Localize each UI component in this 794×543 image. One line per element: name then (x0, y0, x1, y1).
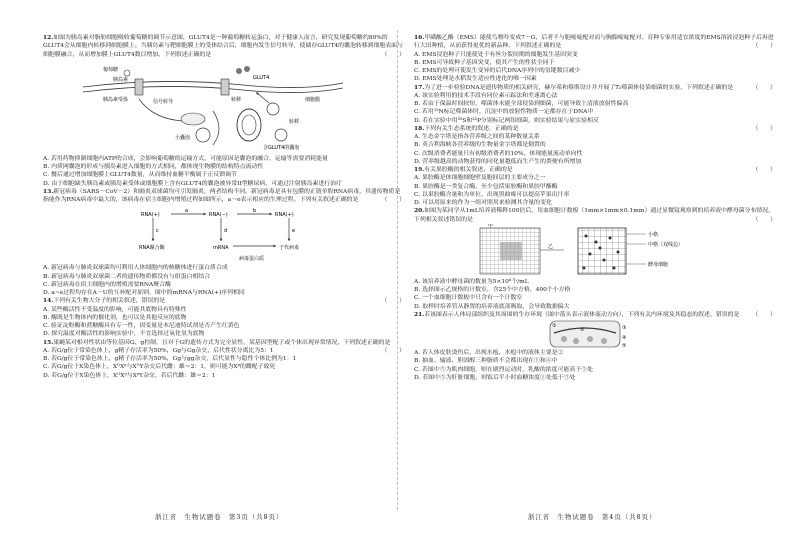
answer-paren: （ ） (752, 167, 776, 173)
option-a: A. 该培养液中酵母菌的数量为5×10⁸个/mL (414, 278, 529, 285)
question-number: 16. (414, 34, 425, 41)
answer-paren: （ ） (381, 51, 405, 58)
option-c: C. 若G/g位于X染色体上，XᴳXᵍ与XᴳY杂交后代雌：雄＝2：1，则可能为Xᵍ的雌配子致死 (43, 364, 276, 371)
fig-label: 病毒蛋白质 (239, 256, 265, 263)
left-column (43, 34, 405, 380)
fig-label: 含GLUT4的囊泡 (263, 144, 300, 151)
fig-label: c (156, 228, 159, 235)
option-b: B. 新冠病毒与肺炎双球菌二者的遗传物质都没有与组蛋白相结合 (43, 273, 211, 280)
fig-label: 细胞膜 (305, 96, 321, 103)
question-19 (414, 166, 776, 174)
option-a: A. 果胶酶是体细胞细胞壁及胞间层的主要成分之一 (414, 175, 546, 182)
answer-paren: （ ） (381, 347, 405, 354)
question-13 (43, 188, 405, 205)
fig-label: 酵母细胞 (648, 261, 669, 268)
right-column (414, 34, 776, 382)
answer-paren: （ ） (752, 84, 776, 91)
question-14 (43, 297, 405, 305)
question-stem: 为了进一步检验DNA是遗传物质的相关研究，赫尔希和蔡斯设计并开展了T₂噬菌体侵染细菌的实验，下列叙述正确的是 (424, 84, 734, 91)
option-c: C. 以果胶酶含量和为单位，出现黑曲霉可以提高苹果出汁率 (414, 191, 570, 198)
fig-label: 胰岛素 (113, 76, 129, 83)
fig-label: 信号转导 (153, 98, 174, 105)
option-b: B. 酶既是生物体内的催化剂，也可以是其他反应的底物 (43, 314, 187, 321)
fig-label: ③ (622, 325, 627, 331)
answer-paren: （ ） (752, 311, 776, 318)
fig-label: 子代病毒 (279, 245, 300, 252)
question-number: 12. (43, 34, 54, 41)
page-footer-left: 浙江省 生物试题卷 第3页（共8页） (155, 513, 284, 521)
option-c: C. 验证淀粉酶和蔗糖酶具有专一性，因变量是本尼迪特试剂是否产生红黄色 (43, 323, 240, 329)
question-stem: 下列有关生态系统的叙述，正确的是 (424, 125, 519, 132)
fig-label: 胰岛素受体 (103, 96, 129, 103)
question-stem: 下列有关生物大分子的相关叙述，错误的是 (53, 298, 166, 305)
option-c: C. 若用¹⁵N标记噬菌体时，沉淀中的放射性物质一定都存在于DNA中 (414, 109, 594, 116)
question-21 (414, 311, 776, 319)
question-number: 14. (43, 297, 54, 305)
fig-label: ④ (622, 335, 627, 341)
option-a: A. 若人体皮肤烫伤后，出现水疱，水疱中的液体主要是② (414, 350, 564, 356)
question-20 (414, 207, 776, 224)
option-d: D. 探究温度对酶活性的影响实验中，不宜选择过氧化氢为底物 (43, 331, 205, 338)
fig-label: d (224, 228, 228, 235)
option-c: C. 若图中⑤为肌肉细胞，则在剧烈运动时，乳酸的浓度可能高于⑤处 (414, 366, 593, 373)
fig-label: ② (580, 327, 585, 333)
answer-paren: （ ） (381, 197, 405, 203)
answer-paren: （ ） (381, 298, 405, 305)
question-number: 13. (43, 187, 54, 195)
fig-label: 小格 (648, 231, 659, 238)
option-d: D. 若G/g位于X染色体上，XᴳXᵍ与XᵍY杂交，若后代雌：雄＝2：1 (43, 372, 216, 379)
option-b: B. 抽血、输液、胆固醇三种脂质不会都出现在①和④中 (414, 358, 558, 365)
option-a: A. 若G/g位于常染色体上，g精子存活率为50%，Gg与Gg杂交，后代性状分离比为5：1 (43, 347, 274, 354)
question-stem: 甲磺酸乙酯（EMS）能使鸟嘌呤变成7－G，后者不与胞嘧啶配对而与胸腺嘧啶配对。育种专家用适宜浓度的EMS溶液浸泡种子后再进行大田种植，从而获得更优的新品种。下列叙述正确的是 (414, 35, 774, 50)
option-b: B. 若由于保温时间较短，噬菌体未能全部侵染到细菌，可能导致上清液放射性偏高 (414, 101, 629, 107)
option-d: D. 由于细胞缺失胰岛素或胰岛素受体或细胞膜上含有GLUT4的囊泡被异常II型糖尿病，可通过注射胰岛素进行治疗 (43, 180, 342, 187)
question-stem: 如图为某同学从1mL培养液稀释100倍后，用血细胞计数板（1mm×1mm×0.1mm）通过显微镜观察到的培养液中酵母菌分布情况，下列相关叙述错误的是 (414, 208, 775, 223)
question-12 (43, 34, 405, 59)
hemocytometer-figure (414, 224, 776, 278)
option-c: C. EMS的处理可使发生变异的后代DNA序列中的氢键数目减少 (414, 68, 581, 74)
insulin-glut4-figure (43, 59, 405, 155)
fig-label: a (185, 208, 189, 215)
answer-paren: （ ） (752, 43, 776, 50)
option-b: B. 英吉利海峡各营养级的生物量金字塔都是倒置的 (414, 142, 546, 149)
option-b: B. 若G/g位于常染色体上，g精子存活率为50%，Gg与gg杂交，后代显性与隐性个体比例为1：1 (43, 356, 297, 362)
question-stem: 新冠病毒（SARS－CoV－2）和肺炎双球菌均可引发肺炎，两者结构不同。新冠病毒是具有包膜的正链单股RNA病毒，其遗传物质是指能作为RNA病毒中最大的，该病毒在宿主细胞内增殖过程如图所示，a～e表示相应的生理过程。下列有关叙述正确的是 (43, 188, 401, 203)
question-stem: 果蝇某对相对性状由等位基因G、g控制，且对于G的遗传方式为完全显性，某基因型配子或个体出现异常情况，下列叙述正确的是 (53, 339, 391, 346)
question-number: 17. (414, 83, 425, 91)
fig-label: RNA(+) (275, 212, 294, 219)
option-c: C. 新冠病毒在宿主细胞内的增殖需要RNA聚合酶 (43, 281, 171, 288)
question-stem: 有关果胶酶的相关叙述，正确的是 (424, 167, 513, 173)
fig-label: e (292, 228, 296, 235)
question-18 (414, 125, 776, 133)
fig-label: ⑤ (622, 343, 627, 349)
fig-label: ① (552, 323, 557, 329)
option-d: D. 可以用原来的作为一组对照用来检测其含量的变化 (414, 200, 552, 206)
virus-replication-figure (43, 204, 405, 264)
answer-paren: （ ） (752, 216, 776, 223)
fig-label: 甲 (488, 223, 494, 229)
option-a: A. 某些酶活性不受温度的影响，可能其底物具有特殊性 (43, 306, 187, 313)
fig-label: 中格（双线边） (648, 241, 684, 248)
fig-label: RNA(+) (141, 212, 160, 219)
page-footer-right: 浙江省 生物试题卷 第4页（共8页） (528, 513, 657, 521)
option-b: B. 果胶酶是一类复合酶，至少包括果胶酶和果胶甲酯酶 (414, 183, 558, 190)
question-17 (414, 84, 776, 92)
option-a: A. EMS浸泡种子只能使处于有丝分裂间期的细胞发生基因突变 (414, 51, 578, 58)
answer-paren: （ ） (752, 125, 776, 132)
option-c: C. 餐后通过增加细胞膜上GLUT4数量，从而维持血糖平衡属于正反馈调节 (43, 172, 237, 179)
question-number: 20. (414, 207, 425, 215)
option-a: A. 该实验利用的技术手段有同位素示踪法和差速离心法 (414, 92, 558, 99)
fig-label: RNA聚合酶 (139, 245, 165, 252)
fig-label: 小囊泡 (175, 134, 191, 141)
fig-label: 葡萄糖 (103, 66, 119, 73)
tissue-environment-figure (414, 319, 776, 349)
option-d: D. 若图中⑤为肝脏细胞，则饭后半小时血糖浓度①处低于⑤处 (414, 374, 576, 381)
option-b: B. 内质网囊泡的形成与胰岛素进入细胞的方式相同，都体现生物膜的结构特点流动性 (43, 164, 264, 170)
option-d: D. 取样时培养管从静置的培养液底部吸取，会导致数据偏大 (414, 303, 570, 310)
fig-label: 转移 (289, 118, 300, 125)
fig-label: mRNA (213, 245, 229, 252)
option-a: A. 生态金字塔是指各营养级之间的某种数量关系 (414, 134, 540, 140)
question-stem: 如图为胰岛素对脂肪细胞吸收葡萄糖的调节示意图，GLUT4是一种葡萄糖转运蛋白，对于健康人而言，研究发现葡萄糖约80%的GLUT4会从细胞内转移到细胞膜上。当胰岛素与靶细胞膜上的受体结合后，细胞内发生信号转导，使储存GLUT4的囊泡转移到细胞表面与细胞膜融合，从而增加膜上GLUT4数目增加。下列叙述正确的是 (43, 35, 403, 58)
fig-label: 乙 (548, 243, 554, 250)
fig-label: b (253, 208, 257, 215)
option-c: C. 一个血细胞计数板中只含有一个计数室 (414, 295, 523, 302)
option-d: D. 营养级越高的动物获得的同化量越低而生产生的粪便有所增加 (414, 158, 582, 165)
question-number: 18. (414, 124, 425, 132)
option-d: D. EMS处理是水稻发生适应性进化的唯一因素 (414, 76, 537, 83)
option-d: D. 若在实验中用³⁵S和³²P分别标记两组细菌，则实验结果与原实验相反 (414, 117, 599, 124)
option-c: C. 次级消费者能量只有初级消费者的10%，体现能量流动单向性 (414, 150, 583, 157)
fig-label: 转移 (231, 96, 242, 103)
question-number: 21. (414, 310, 425, 318)
option-a: A. 若用药物抑制细胞内ATP的合成，会影响葡萄糖的运输方式，可能原因是囊泡的融合、运输等需要消耗能量 (43, 155, 328, 162)
option-b: B. 选择图示乙规格的计数室，含25个中方格，400个小方格 (414, 287, 571, 293)
option-d: D. a~e过程均存在A－U的互补配对原则，图中的mRNA与RNA(+)序列相同 (43, 290, 245, 296)
fig-label: GLUT4 (253, 74, 270, 81)
fig-label: RNA(−) (209, 212, 228, 219)
question-16 (414, 34, 776, 51)
option-a: A. 新冠病毒与肺炎双球菌均可利用人体细胞内的核糖体进行蛋白质合成 (43, 265, 228, 272)
question-stem: 若该图表示人体局部组织及其周围的生存环境（图中箭头表示液体流动方向），下列有关内环境及其稳态的叙述，错误的是 (424, 311, 740, 318)
option-b: B. EMS可导致种子基因突变，使其产生的性状全同于 (414, 59, 555, 66)
question-number: 15. (43, 338, 54, 346)
question-number: 19. (414, 166, 425, 173)
